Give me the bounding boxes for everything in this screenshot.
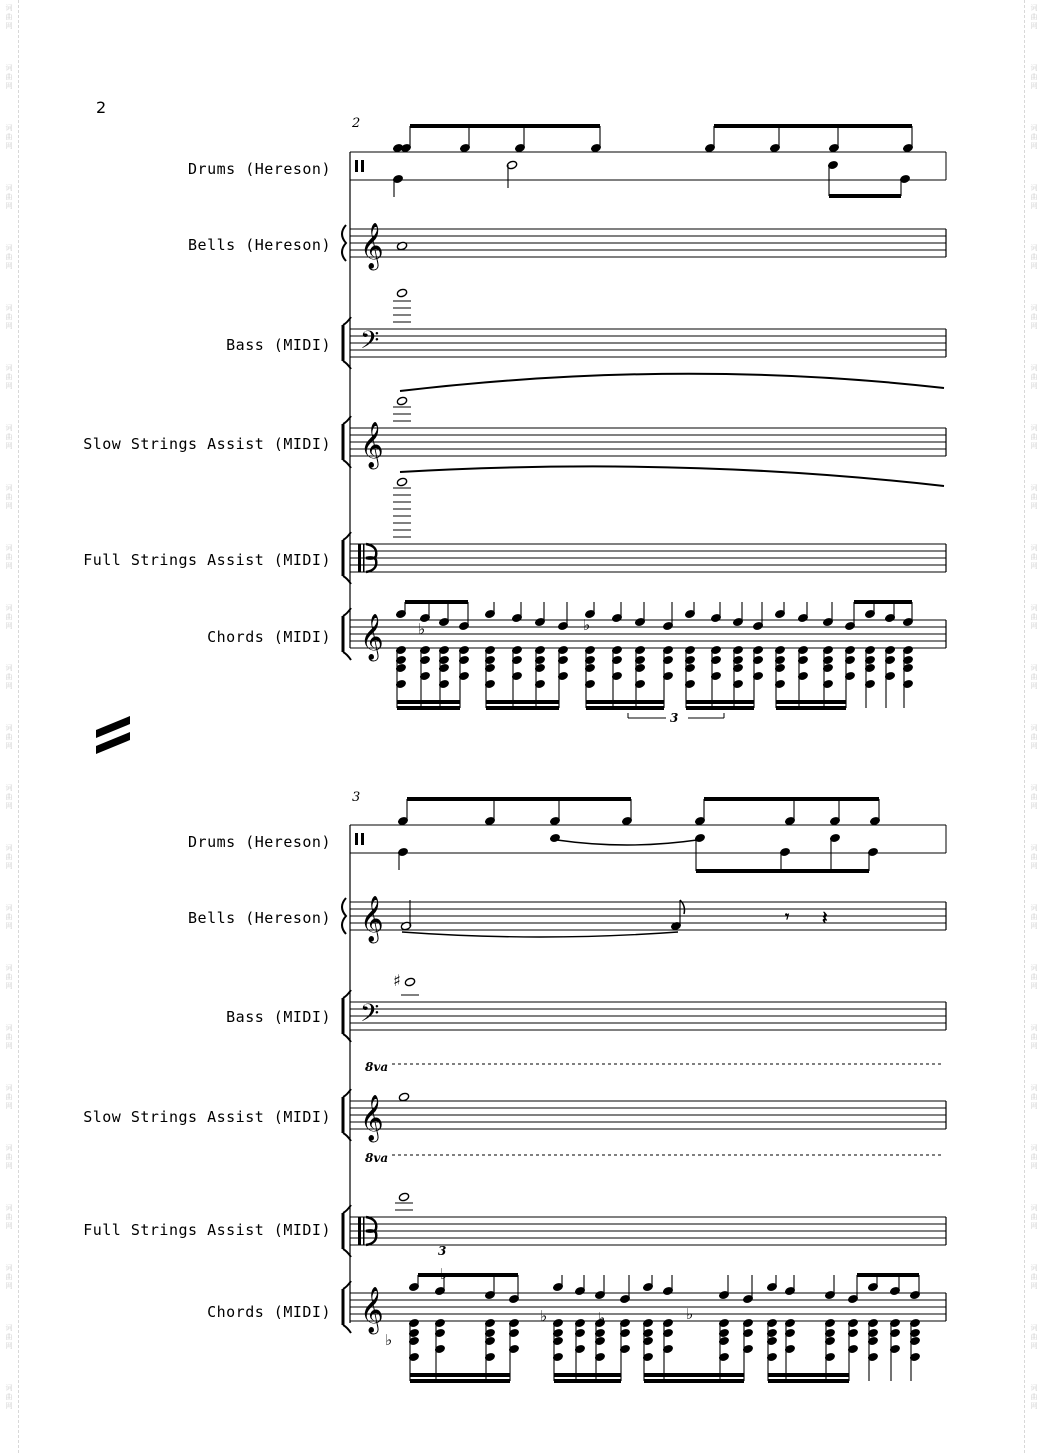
treble-clef: 𝄞 [360, 1287, 384, 1333]
watermark-mark: 词 曲 网 [1030, 1084, 1038, 1110]
flat-sign: ♭ [540, 1307, 548, 1325]
treble-clef: 𝄞 [360, 614, 384, 660]
watermark-mark: 词 曲 网 [1030, 4, 1038, 30]
watermark-mark: 词 曲 网 [5, 304, 13, 330]
flat-sign: ♭ [418, 620, 426, 638]
watermark-mark: 词 曲 网 [1030, 1384, 1038, 1410]
note-head [392, 143, 403, 153]
whole-note [398, 1192, 409, 1202]
watermark-mark: 词 曲 网 [1030, 244, 1038, 270]
watermark-mark: 词 曲 网 [5, 124, 13, 150]
sharp-sign: ♯ [393, 971, 401, 990]
percussion-clef [355, 833, 358, 845]
watermark-mark: 词 曲 网 [1030, 304, 1038, 330]
alto-clef [366, 1217, 376, 1245]
whole-note [396, 288, 407, 298]
tuplet-number: 3 [438, 1244, 447, 1258]
whole-note [398, 1092, 409, 1102]
watermark-mark: 词 曲 网 [5, 664, 13, 690]
staff-brace [342, 225, 346, 261]
watermark-mark: 词 曲 网 [1030, 1264, 1038, 1290]
watermark-mark: 词 曲 网 [1030, 604, 1038, 630]
staff-label-slow-strings: Slow Strings Assist (MIDI) [83, 1108, 331, 1126]
bass-clef: 𝄢 [360, 326, 380, 361]
watermark-mark: 词 曲 网 [5, 424, 13, 450]
watermark-mark: 词 曲 网 [1030, 484, 1038, 510]
watermark-mark: 词 曲 网 [1030, 544, 1038, 570]
treble-clef: 𝄞 [360, 422, 384, 468]
flat-sign: ♭ [385, 1331, 393, 1349]
system-separator-icon [96, 716, 130, 754]
whole-note [396, 477, 407, 487]
watermark-mark: 词 曲 网 [1030, 964, 1038, 990]
watermark-mark: 词 曲 网 [5, 964, 13, 990]
whole-note [396, 396, 407, 406]
watermark-mark: 词 曲 网 [5, 184, 13, 210]
slur [400, 374, 944, 391]
quarter-rest: 𝄽 [822, 908, 828, 929]
watermark-mark: 词 曲 网 [5, 1204, 13, 1230]
watermark-mark: 词 曲 网 [1030, 1144, 1038, 1170]
staff-label-full-strings: Full Strings Assist (MIDI) [83, 551, 331, 569]
watermark-mark: 词 曲 网 [5, 1144, 13, 1170]
watermark-mark: 词 曲 网 [1030, 904, 1038, 930]
watermark-mark: 词 曲 网 [1030, 364, 1038, 390]
page-number: 2 [96, 98, 107, 117]
watermark-mark: 词 曲 网 [1030, 844, 1038, 870]
note-head [549, 833, 560, 843]
watermark-mark: 词 曲 网 [1030, 784, 1038, 810]
measure-number-3: 3 [352, 790, 361, 805]
watermark-mark: 词 曲 网 [5, 484, 13, 510]
watermark-mark: 词 曲 网 [5, 904, 13, 930]
watermark-mark: 词 曲 网 [5, 844, 13, 870]
flat-sign: ♭ [583, 616, 591, 634]
watermark-mark: 词 曲 网 [5, 1084, 13, 1110]
staff-brace [342, 898, 346, 934]
slur [557, 840, 697, 845]
watermark-mark: 词 曲 网 [5, 604, 13, 630]
alto-clef [363, 1217, 365, 1245]
staff-label-chords: Chords (MIDI) [207, 1303, 331, 1321]
watermark-mark: 词 曲 网 [1030, 184, 1038, 210]
eighth-rest: 𝄾 [785, 907, 790, 926]
watermark-mark: 词 曲 网 [1030, 664, 1038, 690]
watermark-mark: 词 曲 网 [1030, 1324, 1038, 1350]
staff-label-bass: Bass (MIDI) [226, 1008, 331, 1026]
staff-label-bass: Bass (MIDI) [226, 336, 331, 354]
treble-clef: 𝄞 [360, 896, 384, 942]
watermark-mark: 词 曲 网 [1030, 124, 1038, 150]
watermark-mark: 词 曲 网 [5, 1384, 13, 1410]
bass-clef: 𝄢 [360, 999, 380, 1034]
tuplet-number: 3 [670, 711, 679, 725]
staff-label-full-strings: Full Strings Assist (MIDI) [83, 1221, 331, 1239]
slur [400, 466, 944, 486]
watermark-mark: 词 曲 网 [1030, 724, 1038, 750]
watermark-mark: 词 曲 网 [5, 364, 13, 390]
treble-clef: 𝄞 [360, 223, 384, 269]
alto-clef [358, 1217, 361, 1245]
watermark-mark: 词 曲 网 [1030, 424, 1038, 450]
staff-label-drums: Drums (Hereson) [188, 160, 331, 178]
watermark-mark: 词 曲 网 [1030, 1024, 1038, 1050]
slur [402, 932, 678, 937]
percussion-clef [361, 833, 364, 845]
watermark-mark: 词 曲 网 [5, 544, 13, 570]
alto-clef [358, 544, 361, 572]
percussion-clef [361, 160, 364, 172]
ottava-mark: 8va [365, 1060, 389, 1074]
watermark-mark: 词 曲 网 [5, 724, 13, 750]
alto-clef [366, 544, 376, 572]
watermark-mark: 词 曲 网 [5, 4, 13, 30]
watermark-mark: 词 曲 网 [1030, 1204, 1038, 1230]
flat-sign: ♭ [598, 1309, 606, 1327]
treble-clef: 𝄞 [360, 1095, 384, 1141]
alto-clef [363, 544, 365, 572]
ottava-mark: 8va [365, 1151, 389, 1165]
watermark-mark: 词 曲 网 [5, 1324, 13, 1350]
watermark-mark: 词 曲 网 [5, 784, 13, 810]
flat-sign: ♭ [440, 1265, 448, 1283]
watermark-mark: 词 曲 网 [1030, 64, 1038, 90]
measure-number-2: 2 [352, 116, 361, 131]
watermark-mark: 词 曲 网 [5, 244, 13, 270]
whole-note [404, 977, 415, 987]
watermark-mark: 词 曲 网 [5, 1264, 13, 1290]
staff-label-bells: Bells (Hereson) [188, 236, 331, 254]
flat-sign: ♭ [686, 1305, 694, 1323]
staff-label-slow-strings: Slow Strings Assist (MIDI) [83, 435, 331, 453]
staff-label-bells: Bells (Hereson) [188, 909, 331, 927]
staff-label-chords: Chords (MIDI) [207, 628, 331, 646]
watermark-mark: 词 曲 网 [5, 64, 13, 90]
percussion-clef [355, 160, 358, 172]
watermark-mark: 词 曲 网 [5, 1024, 13, 1050]
staff-label-drums: Drums (Hereson) [188, 833, 331, 851]
